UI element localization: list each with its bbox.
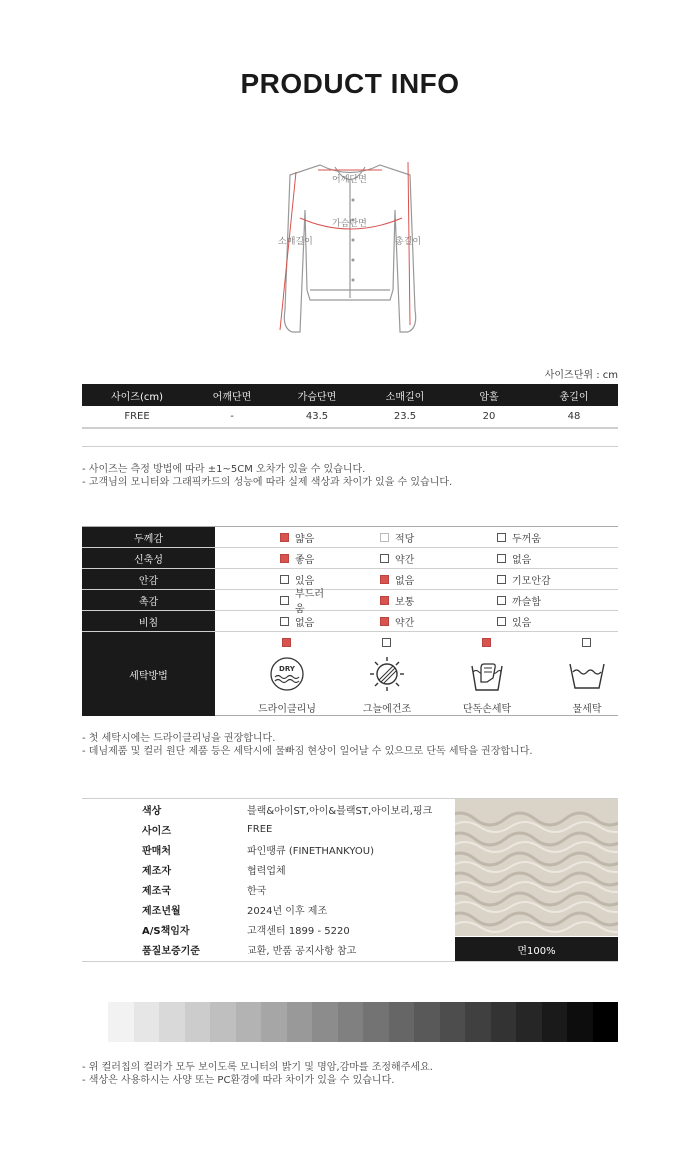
size-cell: - bbox=[192, 406, 272, 428]
fit-label: 비침 bbox=[82, 611, 215, 631]
checkbox bbox=[382, 638, 391, 647]
info-row-color bbox=[82, 799, 452, 819]
fit-option bbox=[215, 611, 330, 631]
info-value: 블랙&아이ST,아이&블랙ST,아이보리,핑크 bbox=[247, 805, 433, 817]
checkbox bbox=[280, 596, 289, 605]
sleeve-label: 소매길이 bbox=[278, 237, 313, 247]
fit-row-sheer bbox=[82, 611, 618, 632]
info-value: FREE bbox=[247, 823, 273, 835]
fit-option bbox=[447, 611, 618, 631]
fit-label: 세탁방법 bbox=[82, 632, 215, 716]
note-line: - 색상은 사용하시는 사양 또는 PC환경에 따라 차이가 있을 수 있습니다. bbox=[82, 1075, 395, 1086]
size-notes bbox=[82, 463, 452, 489]
fit-option bbox=[330, 548, 447, 568]
info-key: 제조년월 bbox=[142, 905, 181, 917]
option-label: 없음 bbox=[512, 554, 532, 566]
info-key: 제조국 bbox=[142, 885, 171, 897]
note-line: - 위 컬러칩의 컬러가 모두 보이도록 모니터의 밝기 및 명암,감마를 조정해주세요. bbox=[82, 1062, 433, 1073]
shoulder-label: 어깨단면 bbox=[332, 175, 367, 185]
knit-texture bbox=[455, 799, 618, 936]
checkbox-checked bbox=[280, 554, 289, 563]
checkbox bbox=[582, 638, 591, 647]
fit-label: 촉감 bbox=[82, 590, 215, 610]
fit-option bbox=[447, 569, 618, 589]
checkbox-checked bbox=[482, 638, 491, 647]
grayscale-color-chart bbox=[108, 1002, 618, 1042]
fit-option bbox=[447, 527, 618, 547]
wash-method bbox=[447, 632, 527, 716]
wash-label: 단독손세탁 bbox=[462, 704, 512, 715]
info-row-warranty bbox=[82, 939, 452, 959]
wash-methods bbox=[215, 632, 618, 715]
option-label: 적당 bbox=[395, 533, 415, 545]
info-value: 파인땡큐 (FINETHANKYOU) bbox=[247, 845, 375, 857]
info-value: 2024년 이후 제조 bbox=[247, 905, 328, 917]
fit-option bbox=[447, 548, 618, 568]
checkbox-checked bbox=[380, 617, 389, 626]
fit-label: 안감 bbox=[82, 569, 215, 589]
checkbox-checked bbox=[282, 638, 291, 647]
color-chip bbox=[567, 1002, 593, 1042]
size-header-cell: 사이즈(cm) bbox=[82, 384, 192, 406]
info-key: 사이즈 bbox=[142, 825, 171, 837]
divider bbox=[82, 446, 618, 447]
fit-option bbox=[330, 569, 447, 589]
fit-option bbox=[215, 589, 330, 615]
size-cell: 43.5 bbox=[272, 406, 362, 428]
info-key: 판매처 bbox=[142, 845, 171, 857]
length-label: 총길이 bbox=[395, 237, 422, 247]
wash-method bbox=[547, 632, 627, 716]
color-chip bbox=[338, 1002, 364, 1042]
color-chip bbox=[261, 1002, 287, 1042]
info-row-as bbox=[82, 919, 452, 939]
color-chip bbox=[210, 1002, 236, 1042]
info-value: 협력업체 bbox=[247, 865, 286, 877]
size-table bbox=[82, 384, 618, 429]
checkbox bbox=[380, 533, 389, 542]
checkbox bbox=[497, 596, 506, 605]
color-chip bbox=[516, 1002, 542, 1042]
wash-label: 그늘에건조 bbox=[362, 704, 412, 715]
color-chip bbox=[440, 1002, 466, 1042]
shade-dry-icon bbox=[367, 654, 407, 694]
option-label: 두꺼움 bbox=[512, 533, 541, 545]
checkbox-checked bbox=[280, 533, 289, 542]
fit-row-texture bbox=[82, 589, 618, 615]
fit-option bbox=[330, 527, 447, 547]
color-chip bbox=[134, 1002, 160, 1042]
hand-wash-icon bbox=[467, 654, 507, 694]
size-table-header bbox=[82, 384, 618, 406]
divider bbox=[82, 427, 618, 428]
option-label: 좋음 bbox=[295, 554, 315, 566]
fit-row-stretch bbox=[82, 548, 618, 569]
fit-option bbox=[330, 590, 447, 610]
size-header-cell: 어깨단면 bbox=[192, 384, 272, 406]
color-chip bbox=[389, 1002, 415, 1042]
wash-method bbox=[247, 632, 327, 716]
option-label: 기모안감 bbox=[512, 575, 551, 587]
option-label: 없음 bbox=[395, 575, 415, 587]
cardigan-illustration bbox=[250, 150, 450, 345]
size-diagram bbox=[250, 150, 450, 345]
size-cell: 48 bbox=[530, 406, 618, 428]
page-title: PRODUCT INFO bbox=[240, 68, 460, 99]
color-chip bbox=[185, 1002, 211, 1042]
checkbox bbox=[280, 617, 289, 626]
color-chip bbox=[363, 1002, 389, 1042]
info-row-country bbox=[82, 879, 452, 899]
wash-method bbox=[347, 632, 427, 716]
color-chip bbox=[236, 1002, 262, 1042]
checkbox bbox=[497, 554, 506, 563]
fit-option bbox=[330, 611, 447, 631]
fit-option bbox=[215, 527, 330, 547]
info-value: 교환, 반품 공지사항 참고 bbox=[247, 945, 357, 957]
fabric-composition: 면100% bbox=[455, 937, 618, 961]
info-row-date bbox=[82, 899, 452, 919]
info-key: A/S책임자 bbox=[142, 925, 190, 937]
color-notes bbox=[82, 1061, 433, 1087]
checkbox bbox=[280, 575, 289, 584]
chest-label: 가슴단면 bbox=[332, 219, 367, 229]
dry-clean-text: DRY bbox=[279, 665, 295, 673]
size-header-cell: 소매길이 bbox=[362, 384, 448, 406]
fabric-texture-image bbox=[455, 799, 618, 936]
wash-notes bbox=[82, 732, 533, 758]
size-header-cell: 가슴단면 bbox=[272, 384, 362, 406]
info-value: 한국 bbox=[247, 885, 267, 897]
checkbox bbox=[497, 617, 506, 626]
checkbox bbox=[497, 575, 506, 584]
color-chip bbox=[414, 1002, 440, 1042]
option-label: 보통 bbox=[395, 596, 415, 608]
size-cell: FREE bbox=[82, 406, 192, 428]
table-row bbox=[82, 406, 618, 428]
color-chip bbox=[312, 1002, 338, 1042]
color-chip bbox=[491, 1002, 517, 1042]
fit-label: 신축성 bbox=[82, 548, 215, 568]
checkbox-checked bbox=[380, 575, 389, 584]
info-row-seller bbox=[82, 839, 452, 859]
wash-row bbox=[82, 632, 618, 716]
size-header-cell: 총길이 bbox=[530, 384, 618, 406]
info-key: 품질보증기준 bbox=[142, 945, 200, 957]
option-label: 부드러움 bbox=[295, 589, 324, 615]
checkbox bbox=[497, 533, 506, 542]
color-chip bbox=[108, 1002, 134, 1042]
checkbox-checked bbox=[380, 596, 389, 605]
info-row-size bbox=[82, 819, 452, 839]
option-label: 까슬함 bbox=[512, 596, 541, 608]
color-chip bbox=[287, 1002, 313, 1042]
size-unit: 사이즈단위 : cm bbox=[544, 370, 618, 381]
note-line: - 고객님의 모니터와 그래픽카드의 성능에 따라 실제 색상과 차이가 있을 수 있습니다. bbox=[82, 477, 453, 488]
color-chip bbox=[465, 1002, 491, 1042]
option-label: 있음 bbox=[295, 575, 315, 587]
color-chip bbox=[593, 1002, 619, 1042]
option-label: 얇음 bbox=[295, 533, 315, 545]
option-label: 있음 bbox=[512, 617, 532, 629]
fit-row-thickness bbox=[82, 527, 618, 548]
wash-label: 드라이클리닝 bbox=[258, 704, 316, 715]
product-info-table bbox=[82, 798, 618, 962]
fit-option bbox=[215, 548, 330, 568]
water-wash-icon bbox=[567, 654, 607, 694]
fit-label: 두께감 bbox=[82, 527, 215, 547]
size-cell: 20 bbox=[448, 406, 530, 428]
info-key: 제조자 bbox=[142, 865, 171, 877]
option-label: 약간 bbox=[395, 554, 415, 566]
wash-label: 물세탁 bbox=[572, 704, 602, 715]
note-line: - 사이즈는 측정 방법에 따라 ±1~5CM 오차가 있을 수 있습니다. bbox=[82, 464, 366, 475]
dry-clean-icon bbox=[267, 654, 307, 694]
fit-row-lining bbox=[82, 569, 618, 590]
size-header-cell: 암홀 bbox=[448, 384, 530, 406]
note-line: - 첫 세탁시에는 드라이클리닝을 권장합니다. bbox=[82, 733, 276, 744]
checkbox bbox=[380, 554, 389, 563]
info-value: 고객센터 1899 - 5220 bbox=[247, 925, 350, 937]
option-label: 약간 bbox=[395, 617, 415, 629]
fit-table bbox=[82, 526, 618, 716]
fit-option bbox=[447, 590, 618, 610]
color-chip bbox=[542, 1002, 568, 1042]
info-row-maker bbox=[82, 859, 452, 879]
color-chip bbox=[159, 1002, 185, 1042]
note-line: - 데님제품 및 컬러 원단 제품 등은 세탁시에 물빠짐 현상이 일어날 수 있으므로 단독 세탁을 권장합니다. bbox=[82, 746, 533, 757]
option-label: 없음 bbox=[295, 617, 315, 629]
size-cell: 23.5 bbox=[362, 406, 448, 428]
info-key: 색상 bbox=[142, 805, 162, 817]
